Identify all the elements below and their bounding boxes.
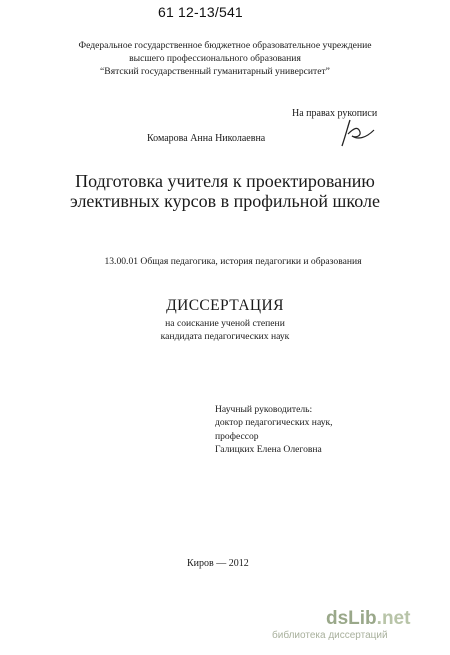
institution-line-3: “Вятский государственный гуманитарный университет” xyxy=(100,66,330,77)
supervisor-line-3: профессор xyxy=(215,431,259,442)
footer-caption: библиотека диссертаций xyxy=(272,630,388,641)
document-type: ДИССЕРТАЦИЯ xyxy=(166,297,284,314)
specialty: 13.00.01 Общая педагогика, история педагогики и образования xyxy=(104,256,362,267)
degree-line-2: кандидата педагогических наук xyxy=(160,331,290,342)
title-line-1: Подготовка учителя к проектированию xyxy=(75,171,375,191)
supervisor-line-1: Научный руководитель: xyxy=(215,404,313,415)
institution-line-2: высшего профессионального образования xyxy=(129,53,301,64)
author-name: Комарова Анна Николаевна xyxy=(147,133,266,144)
rights-note: На правах рукописи xyxy=(292,108,378,119)
dslib-logo[interactable] xyxy=(326,608,446,630)
supervisor-line-2: доктор педагогических наук, xyxy=(215,417,333,428)
signature-image xyxy=(338,116,378,148)
logo-main-text: dsLib xyxy=(326,608,377,629)
title-line-2: элективных курсов в профильной школе xyxy=(70,191,380,211)
archive-number: 61 12-13/541 xyxy=(158,4,243,20)
logo-tld-text: .net xyxy=(376,608,411,629)
degree-line-1: на соискание ученой степени xyxy=(165,318,285,329)
city-year: Киров — 2012 xyxy=(187,558,249,569)
supervisor-line-4: Галицких Елена Олеговна xyxy=(215,444,322,455)
institution-line-1: Федеральное государственное бюджетное образовательное учреждение xyxy=(78,40,372,51)
